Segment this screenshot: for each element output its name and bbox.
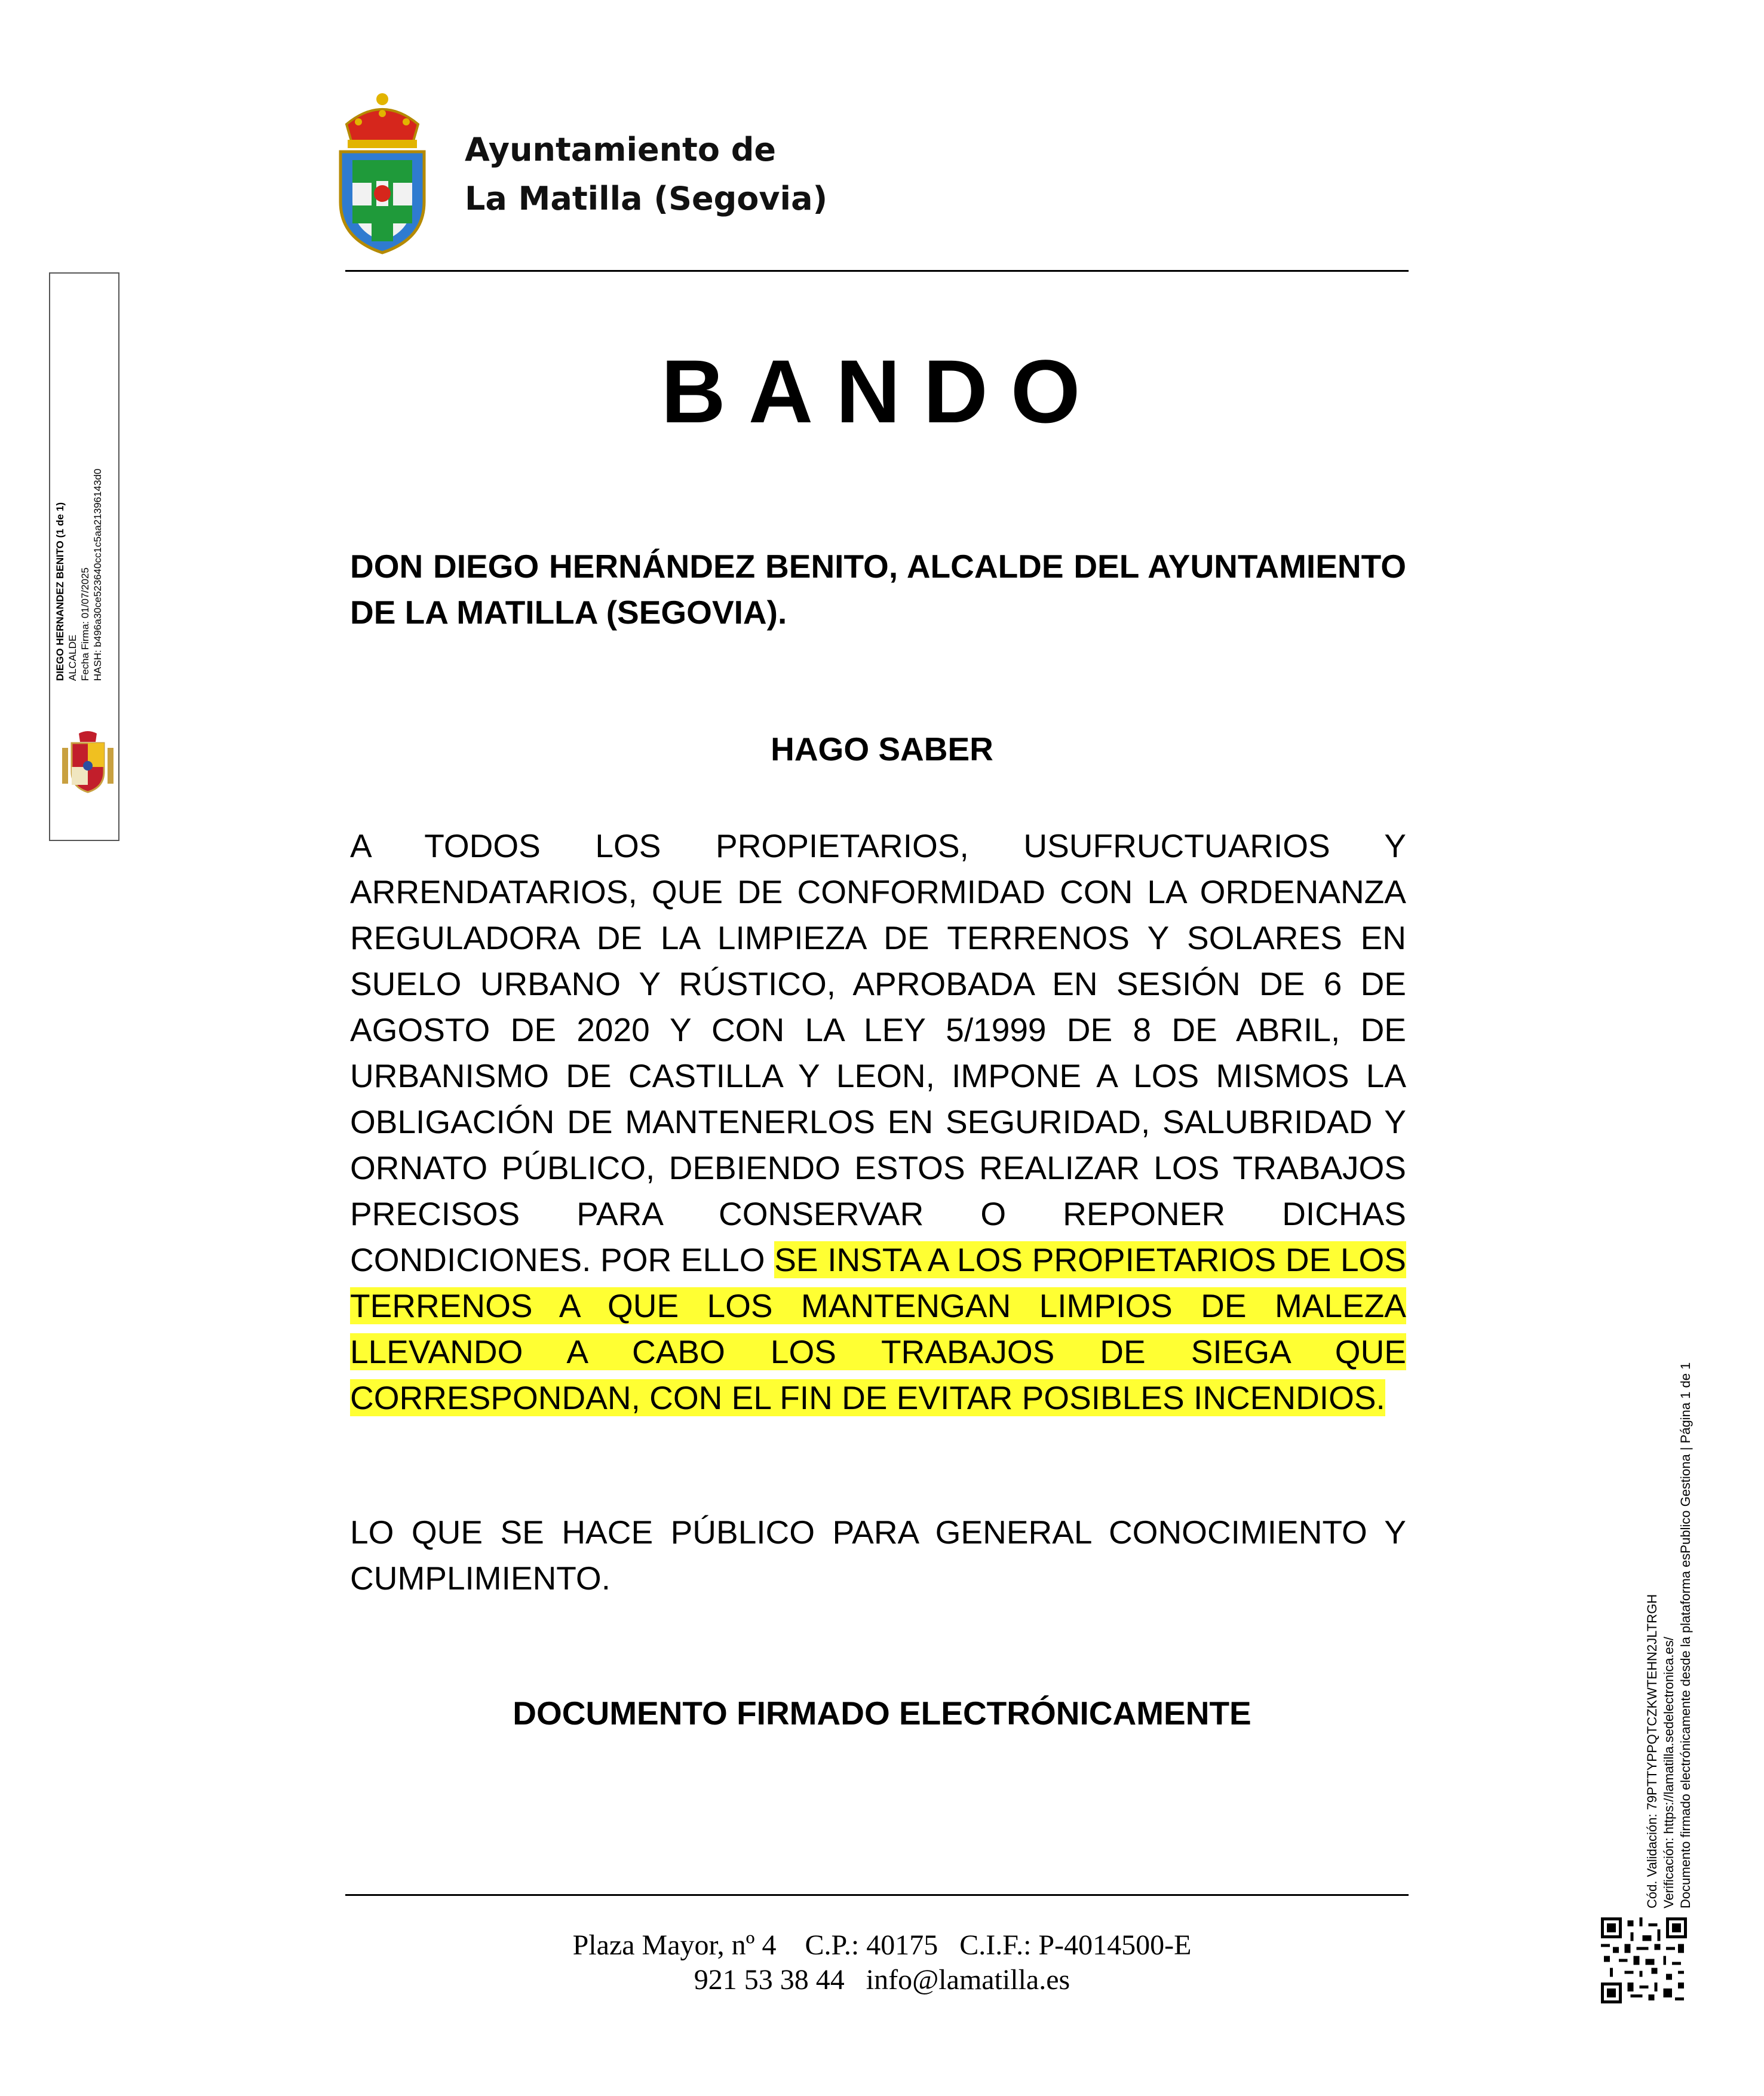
municipal-coat-of-arms-icon [335,82,430,256]
signature-stamp-text [54,382,104,681]
verification-block [1644,1362,1694,1908]
spain-coat-of-arms-icon [61,730,115,796]
signature-note: DOCUMENTO FIRMADO ELECTRÓNICAMENTE [513,1695,1251,1732]
highlighted-text: SE INSTA A LOS PROPIETARIOS DE LOS TERRENOS A QUE LOS MANTENGAN LIMPIOS DE MALEZA LLEVANDO A CABO LOS TRABAJOS DE SIEGA QUE CORRESPONDAN, CON EL FIN DE EVITAR POSIBLES INCENDIOS. [350,1241,1406,1416]
document-title: BANDO [661,341,1103,441]
stamp-date: Fecha Firma: 01/07/2025 [79,567,91,681]
qr-code-icon [1601,1917,1687,2003]
footer-phone: 921 53 38 44 [694,1964,845,1996]
footer-postal-code: C.P.: 40175 [805,1929,938,1961]
footer-address: Plaza Mayor, nº 4 [572,1929,777,1961]
official-statement: DON DIEGO HERNÁNDEZ BENITO, ALCALDE DEL AYUNTAMIENTO DE LA MATILLA (SEGOVIA). [350,548,1406,631]
organization-line-2: La Matilla (Segovia) [465,180,828,217]
subheading: HAGO SABER [771,731,993,768]
main-paragraph-text: A TODOS LOS PROPIETARIOS, USUFRUCTUARIOS Y ARRENDATARIOS, QUE DE CONFORMIDAD CON LA ORDENANZA REGULADORA DE LA LIMPIEZA DE TERRENOS Y SOLARES EN SUELO URBANO Y RÚSTICO, APROBADA EN SESIÓN DE 6 DE AGOSTO DE 2020 Y CON LA LEY 5/1999 DE 8 DE ABRIL, DE URBANISMO DE CASTILLA Y LEON, IMPONE A LOS MISMOS LA OBLIGACIÓN DE MANTENERLOS EN SEGURIDAD, SALUBRIDAD Y ORNATO PÚBLICO, DEBIENDO ESTOS REALIZAR LOS TRABAJOS PRECISOS PARA CONSERVAR O REPONER DICHAS CONDICIONES. POR ELLO [350,827,1406,1278]
stamp-hash: HASH: b496a30ce523640cc1c5aa21396143d0 [92,468,103,681]
footer-divider [345,1894,1409,1896]
verification-url: Verificación: https://lamatilla.sedelectronica.es/ [1661,1637,1676,1908]
footer-contact-line [0,1963,1764,1997]
header-divider [345,270,1409,272]
footer-cif: C.I.F.: P-4014500-E [959,1929,1192,1961]
verification-code: Cód. Validación: 79PTTYPPQTCZKWTEHN2JLTRGH [1645,1594,1659,1908]
stamp-role: ALCALDE [67,634,78,681]
main-paragraph [350,823,1406,1421]
stamp-signer: DIEGO HERNANDEZ BENITO (1 de 1) [54,502,66,681]
organization-line-1: Ayuntamiento de [465,131,777,168]
organization-name [465,125,827,223]
footer-address-line [0,1928,1764,1963]
verification-note: Documento firmado electrónicamente desde la plataforma esPublico Gestiona | Página 1 de 1 [1678,1362,1693,1908]
closing-paragraph: LO QUE SE HACE PÚBLICO PARA GENERAL CONOCIMIENTO Y CUMPLIMIENTO. [350,1514,1406,1597]
footer-email: info@lamatilla.es [866,1964,1070,1996]
